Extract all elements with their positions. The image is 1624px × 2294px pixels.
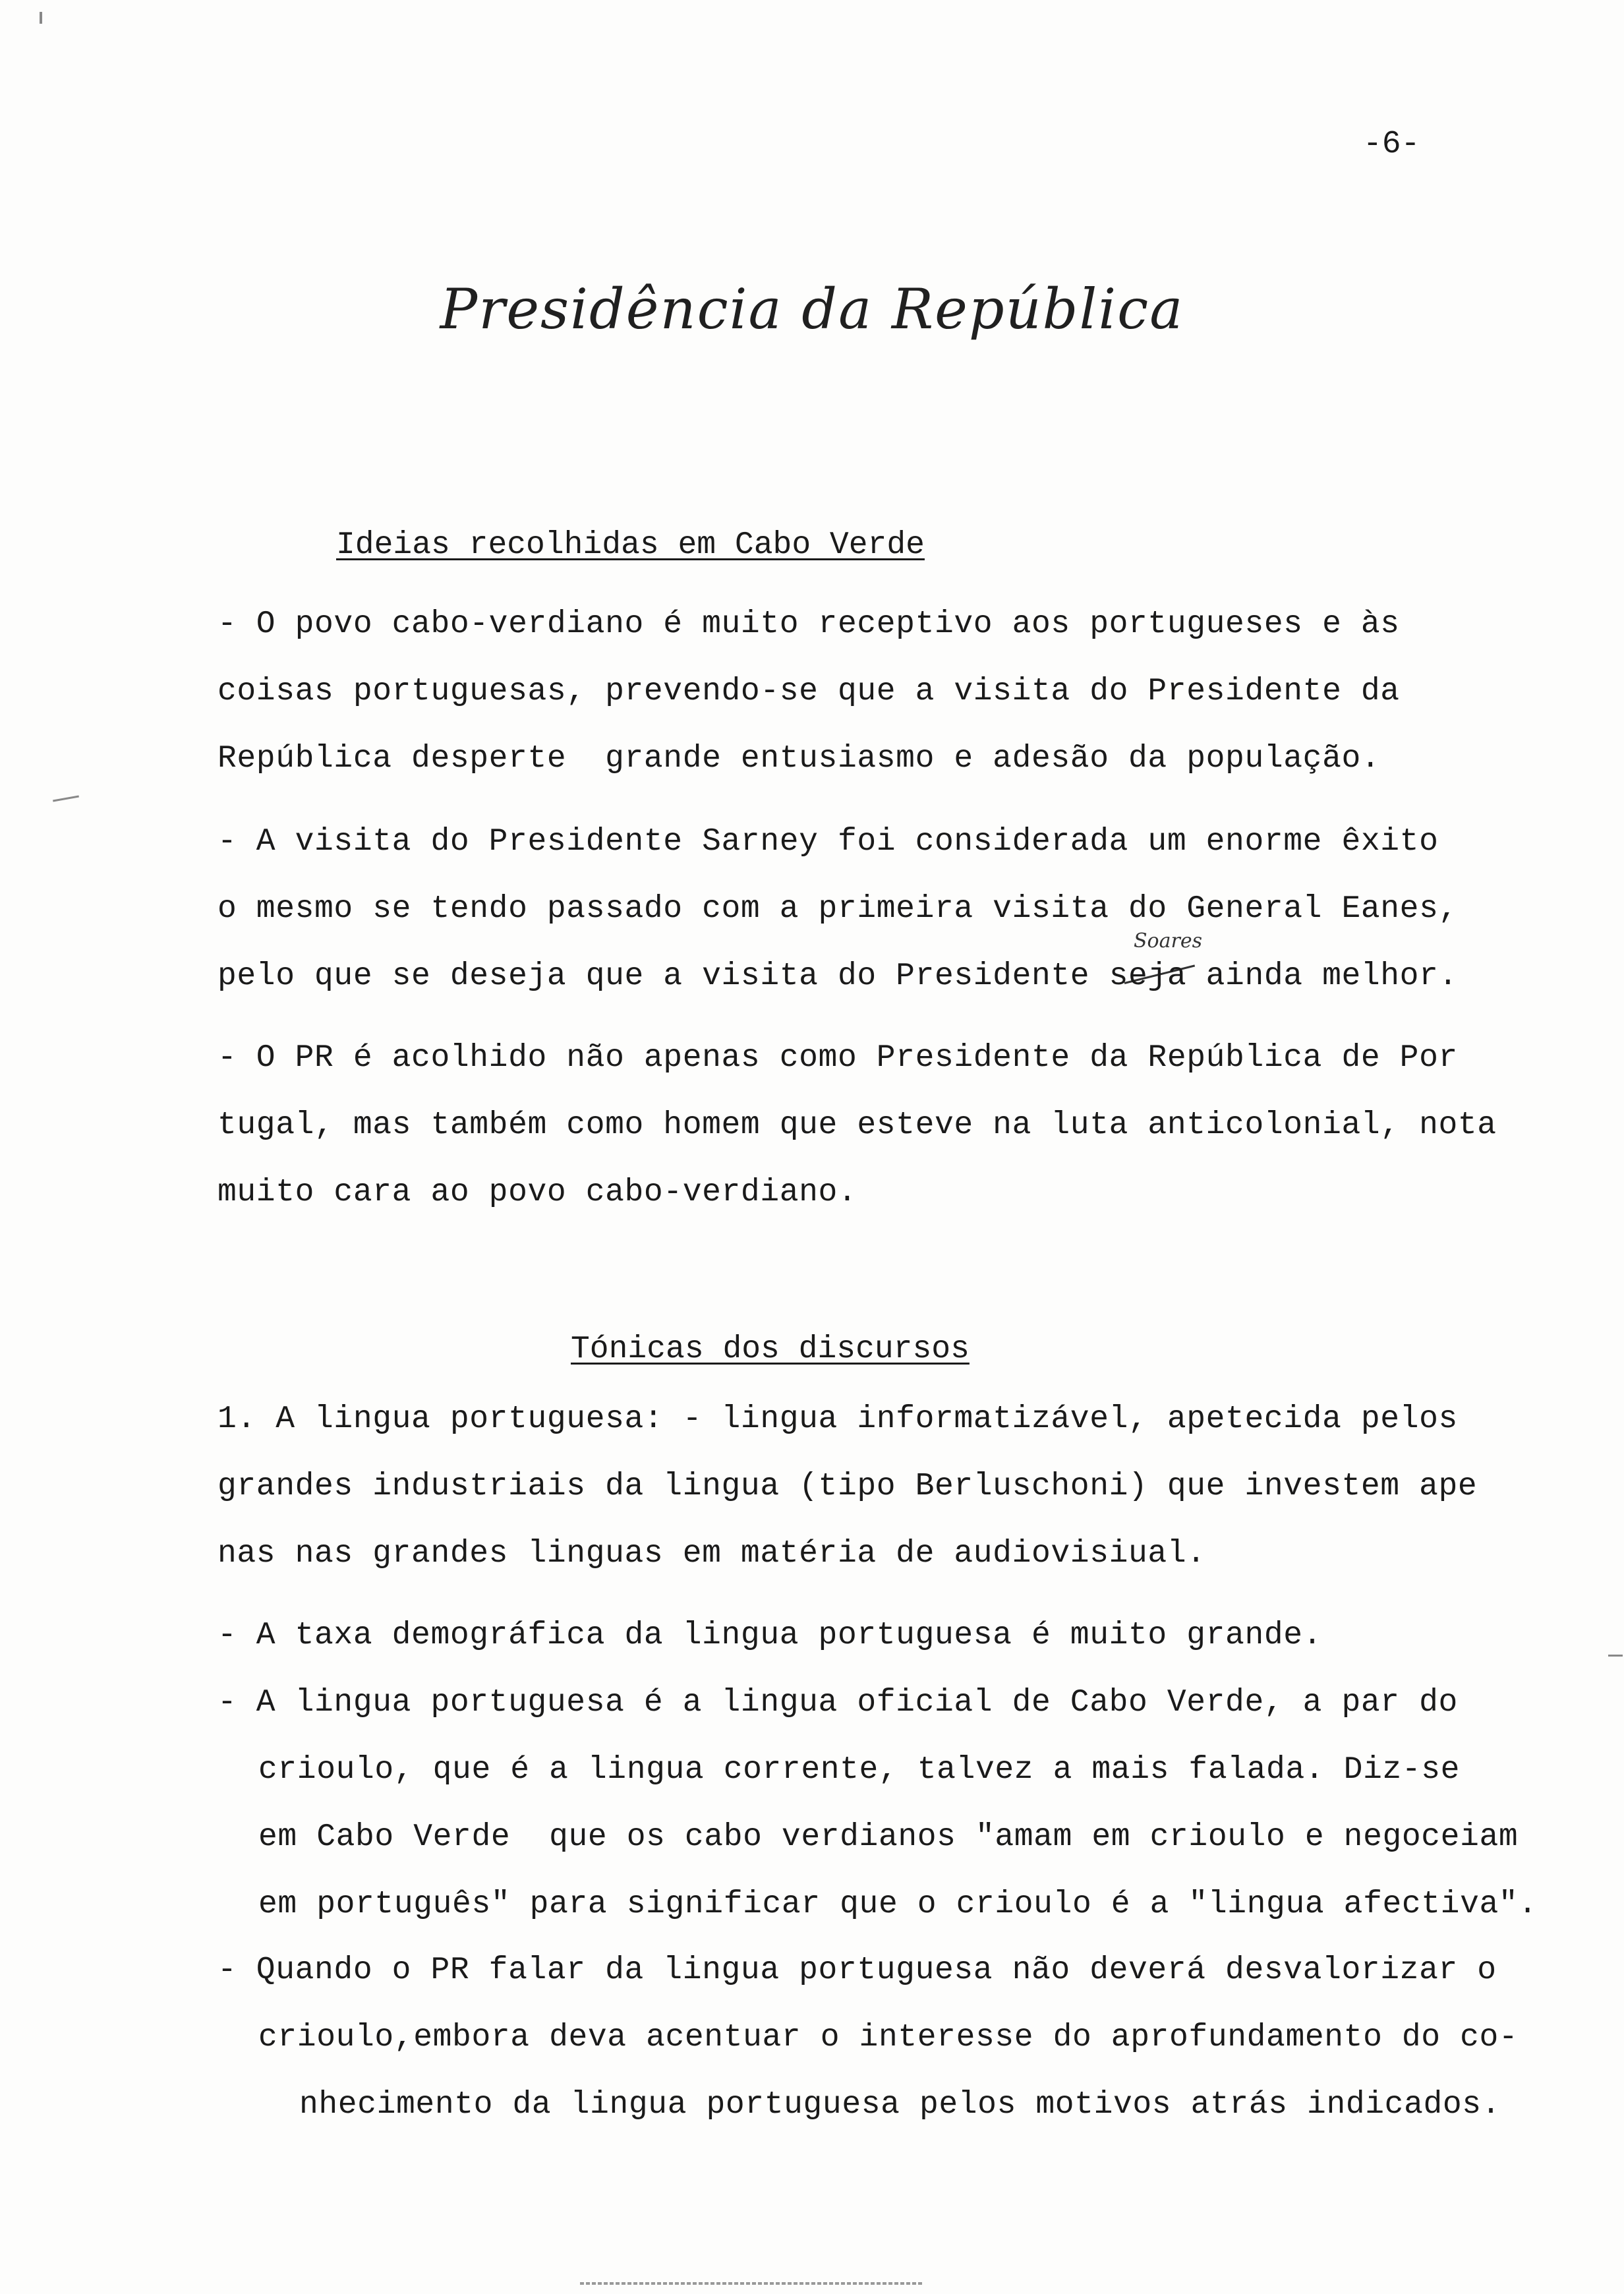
bullet-line: - A lingua portuguesa é a lingua oficial de Cabo Verde, a par do — [218, 1685, 1458, 1720]
bullet-continuation-line: crioulo, que é a lingua corrente, talvez a mais falada. Diz-se — [258, 1752, 1461, 1788]
paragraph-line: tugal, mas também como homem que esteve na luta anticolonial, nota — [218, 1107, 1497, 1143]
bullet-continuation-line: em português" para significar que o crioulo é a "lingua afectiva". — [258, 1887, 1538, 1922]
scan-speck — [53, 796, 79, 802]
paragraph-line: muito cara ao povo cabo-verdiano. — [218, 1175, 857, 1210]
handwritten-annotation: Soares — [1134, 929, 1202, 953]
paragraph-line: - A visita do Presidente Sarney foi considerada um enorme êxito — [218, 824, 1439, 860]
paragraph-line: - O PR é acolhido não apenas como Presidente da República de Por — [218, 1040, 1458, 1076]
item-label: 1. A lingua portuguesa: — [218, 1401, 664, 1437]
scan-speck — [1608, 1655, 1623, 1657]
paragraph-line: o mesmo se tendo passado com a primeira visita do General Eanes, — [218, 891, 1458, 927]
numbered-item-line — [218, 1401, 1458, 1437]
bullet-continuation-line: nhecimento da lingua portuguesa pelos motivos atrás indicados. — [299, 2087, 1501, 2123]
section-title-tonicas: Tónicas dos discursos — [571, 1332, 970, 1367]
paragraph-line: República desperte grande entusiasmo e adesão da população. — [218, 741, 1381, 777]
paragraph-line: - O povo cabo-verdiano é muito receptivo aos portugueses e às — [218, 606, 1400, 642]
paragraph-line: nas nas grandes linguas em matéria de audiovisiual. — [218, 1536, 1206, 1572]
item-text: - lingua informatizável, apetecida pelos — [663, 1401, 1458, 1437]
bullet-line: - A taxa demográfica da lingua portuguesa é muito grande. — [218, 1618, 1323, 1653]
bullet-line: - Quando o PR falar da lingua portuguesa não deverá desvalorizar o — [218, 1953, 1497, 1988]
scan-edge-mark — [580, 2282, 923, 2285]
section-title-ideias: Ideias recolhidas em Cabo Verde — [336, 527, 925, 563]
paragraph-line: grandes industriais da lingua (tipo Berluschoni) que investem ape — [218, 1469, 1478, 1504]
bullet-continuation-line: em Cabo Verde que os cabo verdianos "amam em crioulo e negoceiam — [258, 1819, 1519, 1855]
letterhead-title: Presidência da República — [440, 277, 1184, 341]
paragraph-line: pelo que se deseja que a visita do Presidente seja ainda melhor. — [218, 958, 1458, 994]
scan-speck — [40, 12, 42, 24]
page-number: -6- — [1363, 127, 1420, 162]
paragraph-line: coisas portuguesas, prevendo-se que a visita do Presidente da — [218, 674, 1400, 709]
bullet-continuation-line: crioulo,embora deva acentuar o interesse do aprofundamento do co- — [258, 2020, 1519, 2055]
